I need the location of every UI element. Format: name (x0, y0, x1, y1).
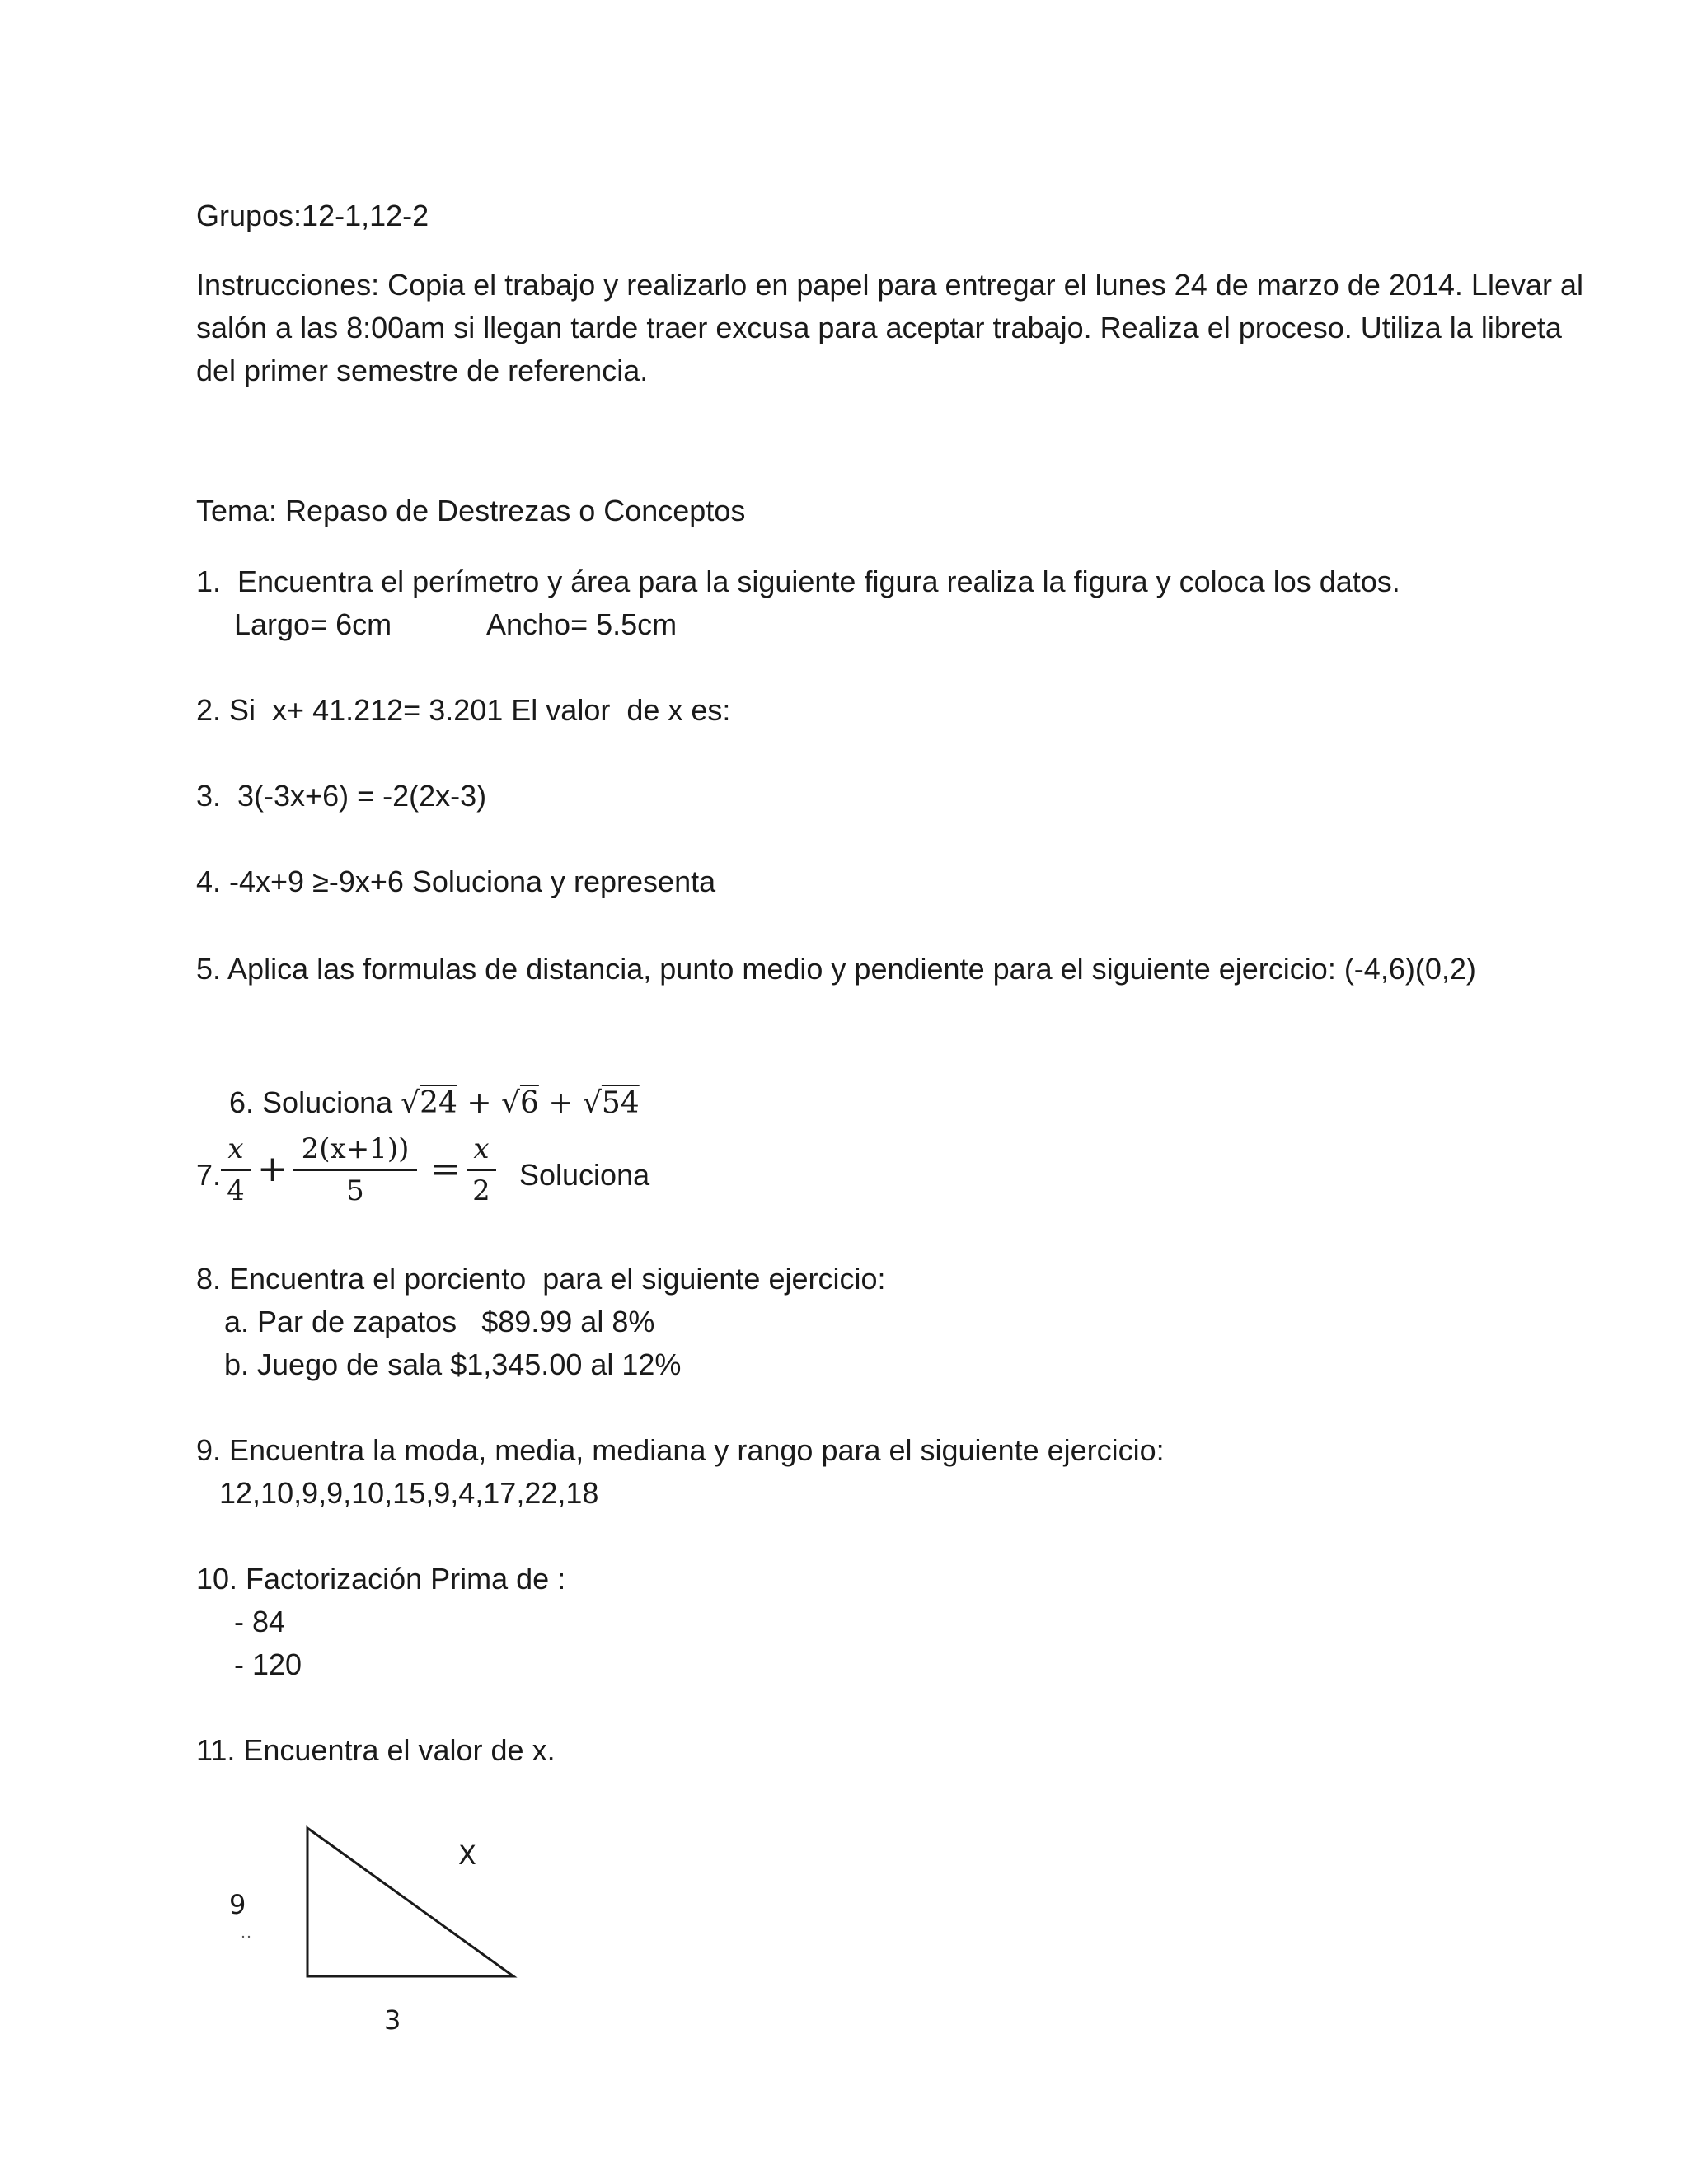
plus-sign: + (548, 1086, 574, 1120)
sqrt-symbol: √ (401, 1086, 420, 1120)
question-8-item-a: a. Par de zapatos $89.99 al 8% (224, 1305, 655, 1338)
instructions-line-3: del primer semestre de referencia. (196, 354, 649, 387)
stray-dot (248, 1936, 250, 1938)
plus-sign: + (257, 1148, 288, 1190)
fraction-denominator: 5 (346, 1174, 364, 1207)
question-1-text: 1. Encuentra el perímetro y área para la siguiente figura realiza la figura y coloca los datos. (196, 565, 1400, 598)
topic-title: Tema: Repaso de Destrezas o Conceptos (196, 494, 746, 527)
question-7-label: Soluciona (519, 1158, 650, 1192)
radicand-54: 54 (601, 1086, 640, 1120)
radicand-24: 24 (420, 1086, 457, 1120)
question-8-text: 8. Encuentra el porciento para el siguiente ejercicio: (196, 1262, 886, 1296)
question-3: 3. 3(-3x+6) = -2(2x-3) (196, 779, 487, 813)
question-4: 4. -4x+9 ≥-9x+6 Soluciona y representa (196, 865, 716, 898)
question-7-number: 7. (196, 1158, 222, 1192)
stray-dot (242, 1936, 244, 1938)
question-1-ancho: Ancho= 5.5cm (486, 607, 678, 641)
instructions-line-1: Instrucciones: Copia el trabajo y realizarlo en papel para entregar el lunes 24 de marzo de 2014. Llevar al (196, 268, 1583, 302)
triangle-hypotenuse-label: X (458, 1840, 476, 1871)
instructions-line-2: salón a las 8:00am si llegan tarde traer excusa para aceptar trabajo. Realiza el proceso. Utiliza la libreta (196, 311, 1562, 344)
sqrt-symbol: √ (582, 1086, 602, 1120)
question-10-text: 10. Factorización Prima de : (196, 1562, 566, 1596)
right-triangle-shape (307, 1828, 513, 1976)
question-1-largo: Largo= 6cm (234, 607, 392, 641)
fraction-denominator: 2 (472, 1174, 490, 1207)
triangle-side-left-label: 9 (229, 1889, 246, 1920)
question-8-item-b: b. Juego de sala $1,345.00 al 12% (224, 1347, 682, 1381)
fraction-denominator: 4 (227, 1174, 245, 1207)
question-10-item-84: - 84 (234, 1605, 286, 1638)
question-9-data: 12,10,9,9,10,15,9,4,17,22,18 (219, 1476, 599, 1510)
question-9-text: 9. Encuentra la moda, media, mediana y rango para el siguiente ejercicio: (196, 1433, 1165, 1467)
fraction-numerator: x (473, 1132, 490, 1165)
question-6-label: 6. Soluciona (229, 1085, 401, 1119)
fraction-numerator: 2(x+1)) (301, 1132, 410, 1165)
plus-sign: + (467, 1086, 492, 1120)
groups-line: Grupos:12-1,12-2 (196, 199, 429, 232)
fraction-numerator: x (227, 1132, 244, 1165)
triangle-side-bottom-label: 3 (384, 2004, 401, 2036)
question-11-text: 11. Encuentra el valor de x. (196, 1733, 556, 1767)
equals-sign: = (430, 1148, 461, 1190)
question-10-item-120: - 120 (234, 1647, 302, 1681)
question-5: 5. Aplica las formulas de distancia, punto medio y pendiente para el siguiente ejercicio: (-4,6)(0,2) (196, 952, 1476, 986)
question-2: 2. Si x+ 41.212= 3.201 El valor de x es: (196, 693, 731, 727)
sqrt-symbol: √ (501, 1086, 520, 1120)
radicand-6: 6 (519, 1086, 539, 1120)
